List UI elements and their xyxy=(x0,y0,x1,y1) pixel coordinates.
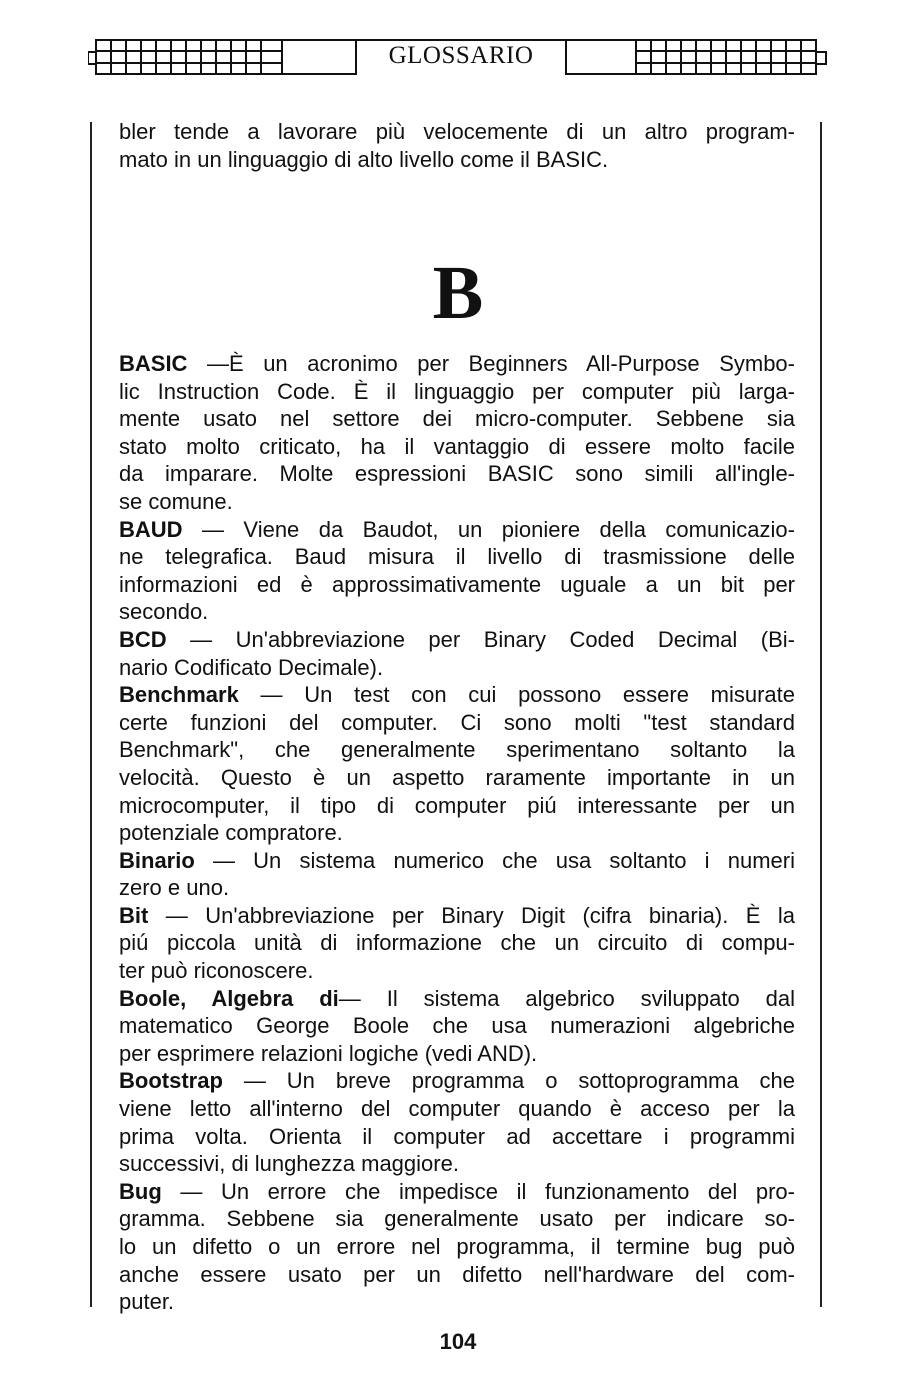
entry-line xyxy=(119,571,795,599)
entry-line xyxy=(119,1012,795,1040)
entry-text: mente usato nel settore dei micro-computer. Sebbene sia xyxy=(119,406,795,432)
entry-line xyxy=(119,1205,795,1233)
entry-line xyxy=(119,847,795,875)
entry-text: gramma. Sebbene sia generalmente usato per indicare so- xyxy=(119,1206,795,1232)
entry-line xyxy=(119,378,795,406)
entry-text: secondo. xyxy=(119,599,209,625)
entry-line xyxy=(119,681,795,709)
entry-line xyxy=(119,1178,795,1206)
entry-text: da imparare. Molte espressioni BASIC sono simili all'ingle- xyxy=(119,461,795,487)
page-header xyxy=(88,34,834,84)
entry-line xyxy=(119,709,795,737)
entry-line xyxy=(119,1095,795,1123)
glossary-entry xyxy=(119,847,795,902)
entry-text: potenziale compratore. xyxy=(119,820,343,846)
entry-line xyxy=(119,433,795,461)
entry-line xyxy=(119,1123,795,1151)
entry-text: anche essere usato per un difetto nell'hardware del com- xyxy=(119,1261,795,1287)
entry-text: — Un errore che impedisce il funzionamento del pro- xyxy=(161,1178,795,1204)
entry-text: — Viene da Baudot, un pioniere della comunicazio- xyxy=(182,516,795,542)
entry-line xyxy=(119,874,795,902)
entry-text: zero e uno. xyxy=(119,875,230,901)
entry-line xyxy=(119,985,795,1013)
entry-line xyxy=(119,654,795,682)
entry-line xyxy=(119,350,795,378)
entry-term: Benchmark xyxy=(119,682,239,708)
entry-line xyxy=(119,516,795,544)
entry-text: — Un test con cui possono essere misurate xyxy=(238,682,795,708)
glossary-entry xyxy=(119,1178,795,1316)
entry-line xyxy=(119,1261,795,1289)
entry-line xyxy=(119,543,795,571)
entry-text: nario Codificato Decimale). xyxy=(119,654,384,680)
entry-term: Bit xyxy=(119,902,149,928)
entry-text: per esprimere relazioni logiche (vedi AND). xyxy=(119,1040,538,1066)
glossary-entry xyxy=(119,350,795,516)
glossary-entry xyxy=(119,681,795,847)
glossary-entry xyxy=(119,516,795,626)
entry-text: matematico George Boole che usa numerazioni algebriche xyxy=(119,1013,795,1039)
entry-text: microcomputer, il tipo di computer piú interessante per un xyxy=(119,792,795,818)
entry-text: velocità. Questo è un aspetto raramente importante in un xyxy=(119,764,795,790)
section-letter: B xyxy=(432,251,484,335)
entry-text: certe funzioni del computer. Ci sono molti "test standard xyxy=(119,709,795,735)
entry-line xyxy=(119,1288,795,1316)
glossary-entry xyxy=(119,902,795,985)
page-number: 104 xyxy=(439,1329,477,1354)
entry-line xyxy=(119,460,795,488)
intro-paragraph xyxy=(119,118,795,173)
entry-text: — Un'abbreviazione per Binary Digit (cifra binaria). È la xyxy=(148,902,795,928)
entry-term: Bootstrap xyxy=(119,1068,223,1094)
entry-text: — Un'abbreviazione per Binary Coded Decimal (Bi- xyxy=(166,626,795,652)
entry-text: — Un breve programma o sottoprogramma che xyxy=(222,1068,795,1094)
glossary-entries xyxy=(119,350,795,1316)
entry-line xyxy=(119,598,795,626)
entry-text: ne telegrafica. Baud misura il livello di trasmissione delle xyxy=(119,544,795,570)
intro-line: mato in un linguaggio di alto livello come il BASIC. xyxy=(119,146,609,172)
entry-text: successivi, di lunghezza maggiore. xyxy=(119,1151,459,1177)
entry-line xyxy=(119,1040,795,1068)
entry-line xyxy=(119,929,795,957)
entry-line xyxy=(119,1233,795,1261)
entry-line xyxy=(119,902,795,930)
glossary-entry xyxy=(119,985,795,1068)
entry-text: puter. xyxy=(119,1289,175,1315)
entry-line xyxy=(119,792,795,820)
header-title: GLOSSARIO xyxy=(388,42,534,69)
entry-text: ter può riconoscere. xyxy=(119,958,314,984)
entry-term: BASIC xyxy=(119,351,188,376)
entry-line xyxy=(119,736,795,764)
entry-term: Binario xyxy=(119,847,195,873)
entry-line xyxy=(119,1067,795,1095)
entry-line xyxy=(119,488,795,516)
entry-text: stato molto criticato, ha il vantaggio di essere molto facile xyxy=(119,433,795,459)
entry-text: lo un difetto o un errore nel programma, il termine bug può xyxy=(119,1234,795,1259)
entry-term: Bug xyxy=(119,1178,162,1204)
entry-text: — Il sistema algebrico sviluppato dal xyxy=(338,985,795,1011)
glossary-entry xyxy=(119,1067,795,1177)
entry-line xyxy=(119,405,795,433)
entry-text: viene letto all'interno del computer quando è acceso per la xyxy=(119,1096,795,1122)
entry-text: informazioni ed è approssimativamente uguale a un bit per xyxy=(119,571,795,597)
entry-text: prima volta. Orienta il computer ad accettare i programmi xyxy=(119,1123,795,1149)
intro-line: bler tende a lavorare più velocemente di un altro program- xyxy=(119,119,795,144)
entry-text: Benchmark", che generalmente sperimentano soltanto la xyxy=(119,737,795,763)
entry-text: piú piccola unità di informazione che un circuito di compu- xyxy=(119,930,795,956)
glossary-entry xyxy=(119,626,795,681)
entry-text: se comune. xyxy=(119,488,233,514)
entry-text: — Un sistema numerico che usa soltanto i numeri xyxy=(194,847,795,873)
entry-line xyxy=(119,819,795,847)
entry-term: BAUD xyxy=(119,516,183,542)
entry-term: Boole, Algebra di xyxy=(119,985,339,1011)
entry-text: lic Instruction Code. È il linguaggio per computer più larga- xyxy=(119,378,795,404)
entry-term: BCD xyxy=(119,626,167,652)
entry-line xyxy=(119,1150,795,1178)
entry-line xyxy=(119,764,795,792)
entry-line xyxy=(119,957,795,985)
entry-line xyxy=(119,626,795,654)
entry-text: —È un acronimo per Beginners All-Purpose Symbo- xyxy=(187,351,795,376)
